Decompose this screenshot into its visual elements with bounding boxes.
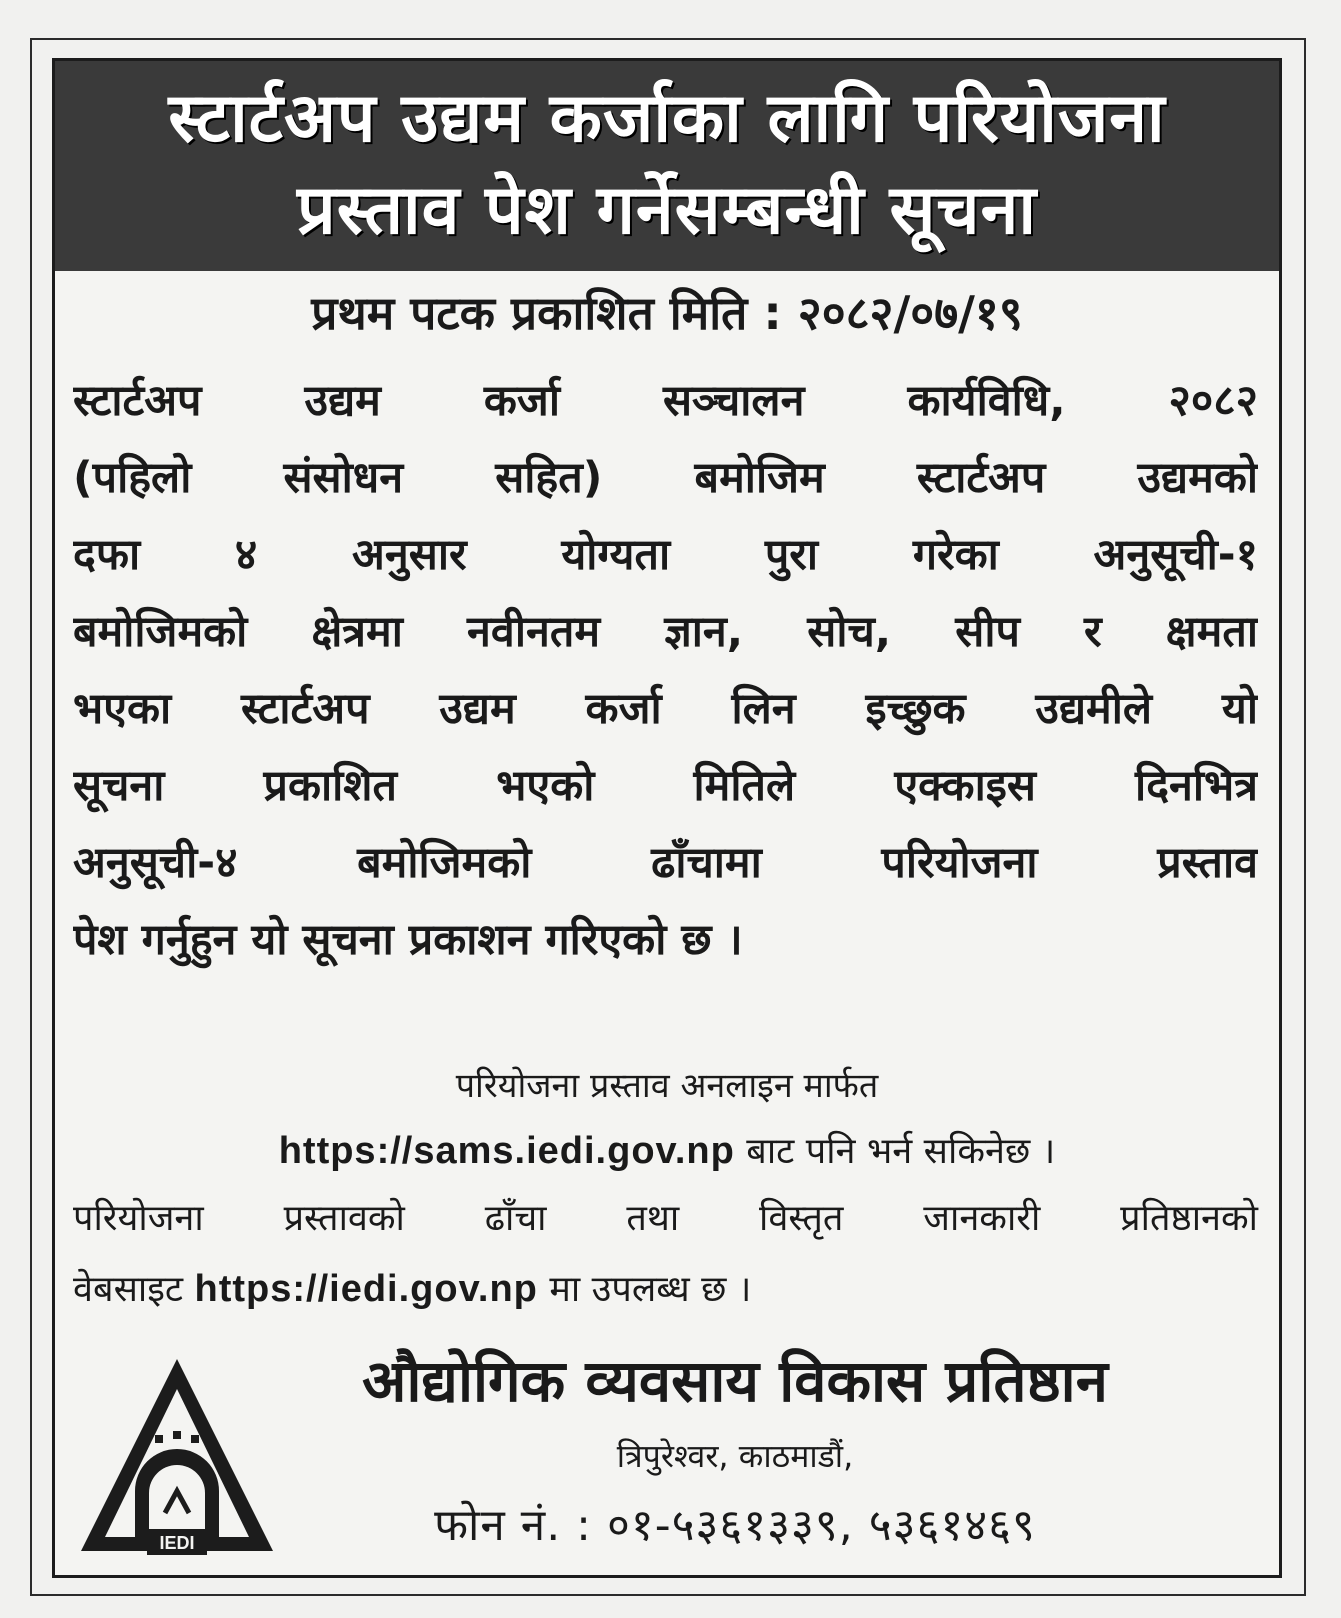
website-suffix-text: मा उपलब्ध छ । bbox=[549, 1269, 752, 1310]
body-line: (पहिलो संसोधन सहित) बमोजिम स्टार्टअप उद्यमको bbox=[73, 453, 1258, 503]
banner-title-line-1: स्टार्टअप उद्यम कर्जाका लागि परियोजना bbox=[168, 79, 1166, 158]
notice-frame bbox=[52, 58, 1282, 1578]
body-line: दफा ४ अनुसार योग्यता पुरा गरेका अनुसूची-१ bbox=[73, 530, 1258, 580]
organization-name: औद्योगिक व्यवसाय विकास प्रतिष्ठान bbox=[362, 1347, 1108, 1415]
body-line: अनुसूची-४ बमोजिमको ढाँचामा परियोजना प्रस्ताव bbox=[73, 838, 1258, 888]
body-line: पेश गर्नुहुन यो सूचना प्रकाशन गरिएको छ । bbox=[73, 915, 743, 965]
organization-phone: फोन नं. : ०१-५३६१३३९, ५३६१४६९ bbox=[434, 1500, 1036, 1551]
publication-date-label: प्रथम पटक प्रकाशित मिति : bbox=[311, 286, 782, 340]
url-suffix-text: बाट पनि भर्न सकिनेछ । bbox=[746, 1131, 1056, 1172]
organization-address: त्रिपुरेश्वर, काठमाडौं, bbox=[616, 1437, 854, 1475]
publication-date-line bbox=[55, 283, 1279, 343]
details-line-1: परियोजना प्रस्तावको ढाँचा तथा विस्तृत जानकारी प्रतिष्ठानको bbox=[73, 1198, 1258, 1239]
online-submission-url-line bbox=[55, 1123, 1279, 1180]
logo-label-text: IEDI bbox=[159, 1533, 195, 1553]
banner-title-line-2: प्रस्ताव पेश गर्नेसम्बन्धी सूचना bbox=[297, 171, 1037, 250]
iedi-logo-icon bbox=[77, 1351, 277, 1561]
notice-banner bbox=[55, 61, 1279, 271]
body-line: भएका स्टार्टअप उद्यम कर्जा लिन इच्छुक उद्यमीले यो bbox=[73, 684, 1258, 734]
website-prefix-text: वेबसाइट bbox=[73, 1269, 184, 1310]
notice-body bbox=[73, 363, 1258, 979]
body-line: सूचना प्रकाशित भएको मितिले एक्काइस दिनभित्र bbox=[73, 761, 1258, 811]
logo-arch-inner bbox=[149, 1465, 205, 1537]
publication-date-value: २०८२/०७/१९ bbox=[797, 286, 1023, 340]
online-submission-text: परियोजना प्रस्ताव अनलाइन मार्फत bbox=[455, 1066, 879, 1106]
body-line: बमोजिमको क्षेत्रमा नवीनतम ज्ञान, सोच, सीप र क्षमता bbox=[73, 607, 1258, 657]
details-line-2 bbox=[73, 1259, 1258, 1320]
iedi-website-link[interactable]: https://iedi.gov.np bbox=[194, 1268, 538, 1310]
sams-url-link[interactable]: https://sams.iedi.gov.np bbox=[278, 1130, 735, 1172]
body-line: स्टार्टअप उद्यम कर्जा सञ्चालन कार्यविधि, २०८२ bbox=[73, 376, 1258, 426]
